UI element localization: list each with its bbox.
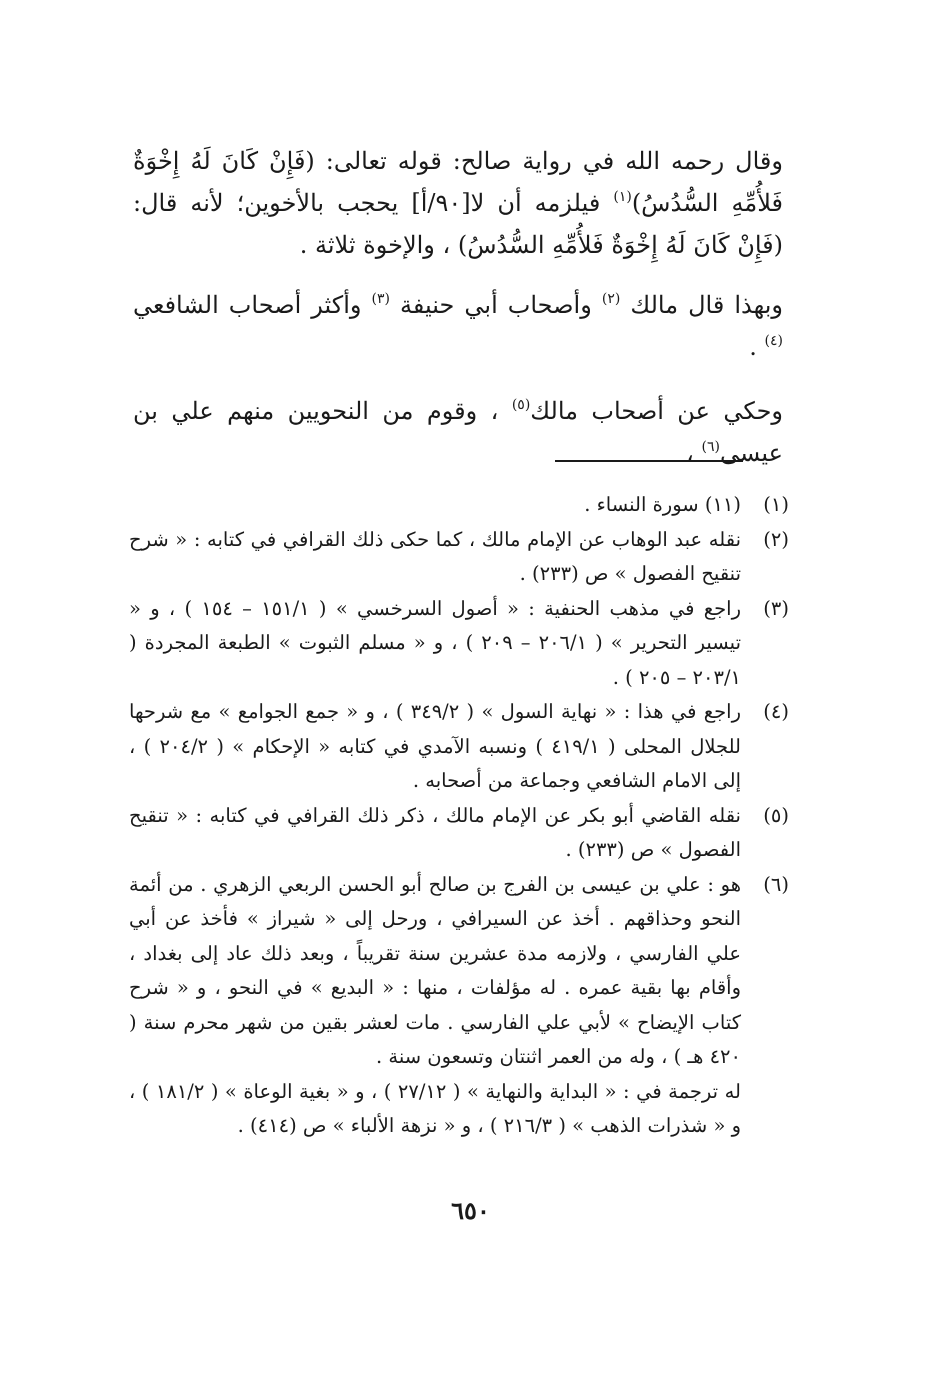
footnote-number: (٦) (763, 872, 789, 896)
paragraph-3-text-a: وحكي عن أصحاب مالك (530, 397, 783, 425)
footnote-ref-3: (٣) (371, 291, 390, 307)
paragraph-1 (133, 140, 783, 266)
paragraph-2-text-b: وأصحاب أبي حنيفة (389, 291, 602, 319)
footnote-text: (١١) سورة النساء . (584, 493, 741, 516)
paragraph-3-text-b: ، وقوم من النحويين منهم علي بن عيسى (133, 397, 783, 467)
paragraph-2-text-c: وأكثر أصحاب الشافعي (133, 291, 372, 319)
paragraph-2-text-a: وبهذا قال مالك (620, 291, 783, 319)
footnote-ref-4: (٤) (764, 333, 783, 349)
footnote-6-biography-sources: له ترجمة في : « البداية والنهاية » ( ٢٧/١٢ ) ، و « بغية الوعاة » ( ١٨١/٢ ) ، و « شذرات الذهب » ( ٢١٦/٣ ) ، و « نزهة الألباء » ص (٤١٤) . (129, 1079, 741, 1137)
footnote-2 (129, 523, 789, 592)
footnote-4 (129, 695, 789, 799)
paragraph-1-text-a: وقال رحمه الله في رواية صالح: قوله تعالى: (فَإِنْ كَانَ لَهُ إِخْوَةٌ فَلأُمِّهِ السُّدُسُ) (133, 147, 784, 217)
footnote-number: (٥) (763, 803, 789, 827)
paragraph-2-text-d: . (749, 333, 765, 361)
footnote-number: (٢) (763, 527, 789, 551)
footnote-separator (555, 460, 743, 462)
paragraph-3-text-c: ، (686, 439, 702, 467)
footnote-text: راجع في مذهب الحنفية : « أصول السرخسي » ( ١٥١/١ – ١٥٤ ) ، و « تيسير التحرير » ( ٢٠٦/١ – ٢٠٩ ) ، و « مسلم الثبوت » الطبعة المجردة ( ٢٠٣/١ – ٢٠٥ ) . (129, 596, 741, 689)
footnote-1 (129, 488, 789, 523)
footnote-6 (129, 868, 789, 1075)
paragraph-2 (133, 284, 783, 368)
footnote-number: (١) (763, 493, 789, 516)
footnotes (129, 488, 789, 1144)
footnote-ref-2: (٢) (601, 291, 621, 307)
footnote-text: نقله القاضي أبو بكر عن الإمام مالك ، ذكر ذلك القرافي في كتابه : « تنقيح الفصول » ص (٢٣٣) . (129, 803, 741, 861)
footnote-text: هو : علي بن عيسى بن الفرج بن صالح أبو الحسن الربعي الزهري . من أئمة النحو وحذاقهم . أخذ عن السيرافي ، ورحل إلى « شيراز » فأخذ عن أبي علي الفارسي ، ولازمه مدة عشرين سنة تقريباً ، وبعد ذلك عاد إلى بغداد ، وأقام بها بقية عمره . له مؤلفات ، منها : « البديع » في النحو ، و « شرح كتاب الإيضاح » لأبي علي الفارسي . مات لعشر بقين من شهر محرم سنة ( ٤٢٠ هـ ) ، وله من العمر اثنتان وتسعون سنة . (129, 872, 741, 1068)
paragraph-1-text-b: فيلزمه أن لا[٩٠/أ] يحجب بالأخوين؛ لأنه قال: (فَإِنْ كَانَ لَهُ إِخْوَةٌ فَلأُمِّهِ السُّدُسُ) ، والإخوة ثلاثة . (133, 189, 783, 259)
page-number: ٦٥٠ (451, 1196, 490, 1225)
footnote-3 (129, 592, 789, 696)
footnote-ref-5: (٥) (511, 397, 531, 413)
footnote-number: (٣) (763, 596, 789, 620)
footnote-ref-1: (١) (613, 189, 632, 205)
footnote-5 (129, 799, 789, 868)
footnote-text: راجع في هذا : « نهاية السول » ( ٣٤٩/٢ ) ، و « جمع الجوامع » مع شرحها للجلال المحلى ( ٤١٩/١ ) ونسبه الآمدي في كتابه « الإحكام » ( ٢٠٤/٢ ) ، إلى الامام الشافعي وجماعة من أصحابه . (129, 700, 741, 792)
footnote-number: (٤) (763, 700, 789, 723)
main-text (133, 140, 783, 474)
footnote-ref-6: (٦) (701, 439, 721, 455)
footnote-text: نقله عبد الوهاب عن الإمام مالك ، كما حكى ذلك القرافي في كتابه : « شرح تنقيح الفصول » ص (٢٣٣) . (129, 527, 741, 585)
